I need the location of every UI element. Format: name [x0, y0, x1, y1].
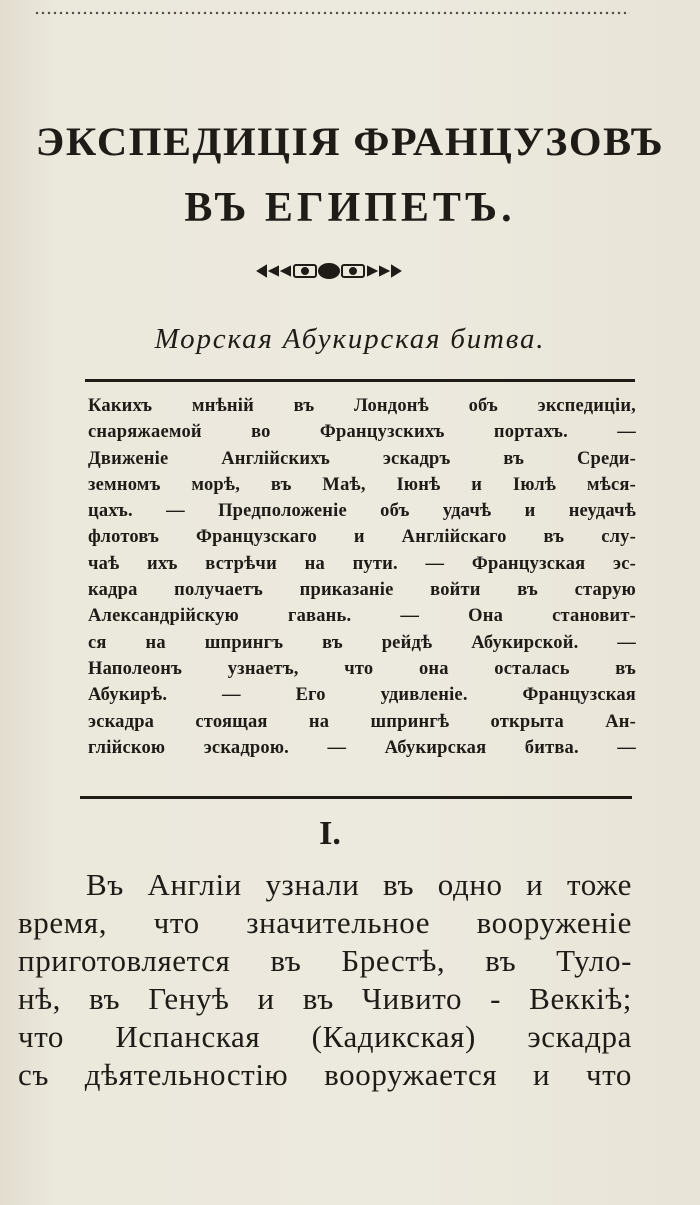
summary-line: ся на шпрингъ въ рейдѣ Абукирской. —	[88, 632, 636, 653]
summary-bottom-rule	[80, 796, 632, 799]
summary-top-rule	[85, 379, 635, 382]
ornament-divider	[256, 262, 402, 280]
summary-line: эскадра стоящая на шпрингѣ открыта Ан-	[88, 711, 636, 732]
body-line: нѣ, въ Генуѣ и въ Чивито - Веккіѣ;	[18, 981, 632, 1016]
summary-line: Александрійскую гавань. — Она становит-	[88, 606, 636, 627]
body-line: съ дѣятельностію вооружается и что	[18, 1057, 632, 1092]
summary-line: Абукирѣ. — Его удивленіе. Французская	[88, 685, 636, 706]
summary-line: Наполеонъ узнаетъ, что она осталась въ	[88, 658, 636, 679]
summary-line: земномъ морѣ, въ Маѣ, Іюнѣ и Іюлѣ мѣся-	[88, 474, 636, 495]
body-line: Въ Англіи узнали въ одно и тоже	[86, 867, 632, 902]
summary-line: снаряжаемой во Французскихъ портахъ. —	[88, 422, 636, 443]
summary-line: флотовъ Французскаго и Англійскаго въ слу-	[88, 527, 636, 548]
dotted-header-rule	[34, 10, 630, 16]
subtitle: Морская Абукирская битва.	[154, 323, 546, 355]
title-line-2: ВЪ ЕГИПЕТЪ.	[184, 185, 516, 231]
chapter-summary	[88, 393, 636, 761]
summary-line: кадра получаетъ приказаніе войти въ старую	[88, 580, 636, 601]
summary-line: Движеніе Англійскихъ эскадръ въ Среди-	[88, 448, 636, 469]
summary-line: глійскою эскадрою. — Абукирская битва. —	[88, 737, 636, 758]
summary-line: чаѣ ихъ встрѣчи на пути. — Французская эс-	[88, 553, 636, 574]
body-line: приготовляется въ Брестѣ, въ Туло-	[18, 943, 632, 978]
chapter-number: I.	[319, 815, 341, 852]
summary-line: Какихъ мнѣній въ Лондонѣ объ экспедиціи,	[88, 396, 636, 416]
body-line: что Испанская (Кадикская) эскадра	[18, 1019, 632, 1054]
body-text	[18, 866, 632, 1094]
title-line-1: ЭКСПЕДИЦІЯ ФРАНЦУЗОВЪ	[35, 119, 665, 164]
body-line: время, что значительное вооруженіе	[18, 905, 632, 940]
summary-line: цахъ. — Предположеніе объ удачѣ и неудачѣ	[88, 501, 636, 522]
